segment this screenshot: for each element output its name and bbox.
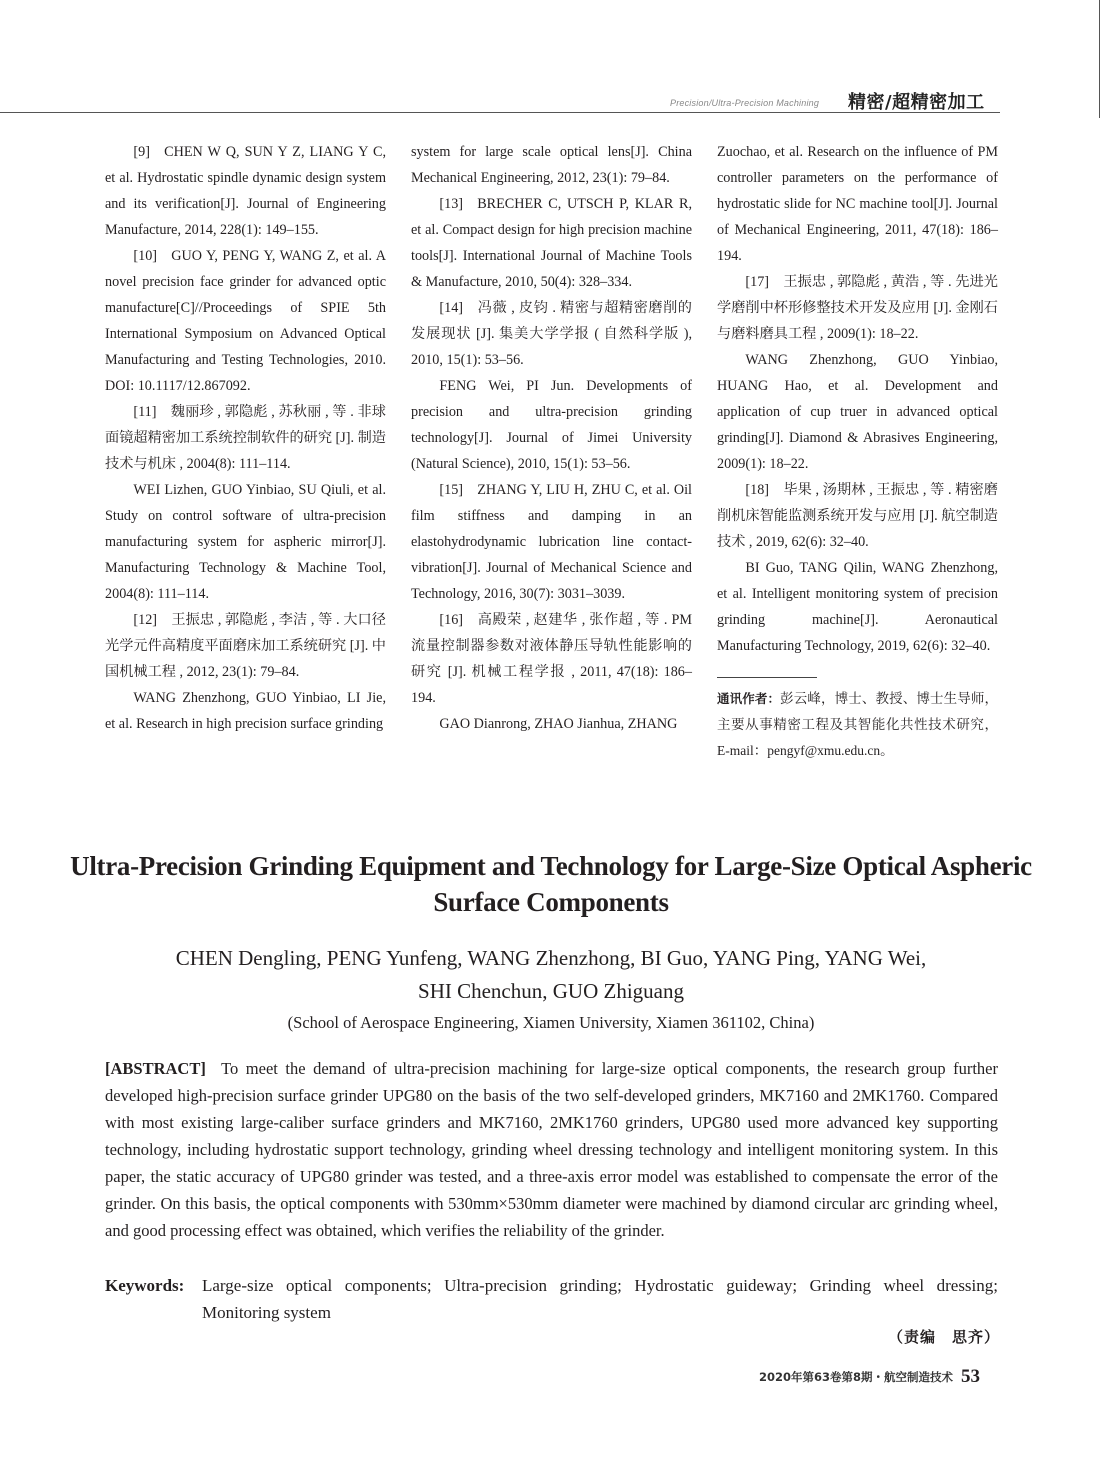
article-authors [60, 942, 1042, 1008]
corresponding-author-text: 彭云峰，博士、教授、博士生导师，主要从事精密工程及其智能化共性技术研究，E-mail：pengyf@xmu.edu.cn。 [717, 691, 998, 758]
reference-entry: [14] 冯薇 , 皮钧 . 精密与超精密磨削的发展现状 [J]. 集美大学学报 ( 自然科学版 ), 2010, 15(1): 53–56. [411, 300, 692, 368]
keywords-text: Large-size optical components; Ultra-precision grinding; Hydrostatic guideway; Grinding wheel dressing; Monitoring system [202, 1276, 998, 1322]
reference-entry: Zuochao, et al. Research on the influence of PM controller parameters on the performance of hydrostatic slide for NC machine tool[J]. Journal of Mechanical Engineering, 2011, 47(18): 186–194. [717, 144, 998, 264]
author-info-divider [717, 677, 817, 678]
reference-entry: [9] CHEN W Q, SUN Y Z, LIANG Y C, et al. Hydrostatic spindle dynamic design system and its verification[J]. Journal of Engineering Manufacture, 2014, 228(1): 149–155. [105, 144, 386, 238]
reference-entry: WANG Zhenzhong, GUO Yinbiao, LI Jie, et al. Research in high precision surface grinding [105, 690, 386, 732]
reference-entry: [17] 王振忠 , 郭隐彪 , 黄浩 , 等 . 先进光学磨削中杯形修整技术开发及应用 [J]. 金刚石与磨料磨具工程 , 2009(1): 18–22. [717, 274, 998, 342]
article-title: Ultra-Precision Grinding Equipment and Technology for Large-Size Optical Aspheric Surface Components [70, 851, 1032, 917]
references-column-3 [717, 139, 998, 764]
corresponding-author-label: 通讯作者： [717, 691, 781, 706]
authors-line-2: SHI Chenchun, GUO Zhiguang [418, 979, 684, 1003]
reference-entry: BI Guo, TANG Qilin, WANG Zhenzhong, et al. Intelligent monitoring system of precision grinding machine[J]. Aeronautical Manufacturing Technology, 2019, 62(6): 32–40. [717, 560, 998, 654]
reference-entry: WANG Zhenzhong, GUO Yinbiao, HUANG Hao, et al. Development and application of cup truer in advanced optical grinding[J]. Diamond & Abrasives Engineering, 2009(1): 18–22. [717, 352, 998, 472]
running-header-english: Precision/Ultra-Precision Machining [670, 98, 820, 108]
reference-entry: GAO Dianrong, ZHAO Jianhua, ZHANG [439, 716, 678, 732]
reference-entry: [18] 毕果 , 汤期林 , 王振忠 , 等 . 精密磨削机床智能监测系统开发与应用 [J]. 航空制造技术 , 2019, 62(6): 32–40. [717, 482, 998, 550]
reference-entry: [13] BRECHER C, UTSCH P, KLAR R, et al. Compact design for high precision machine tools[J]. International Journal of Machine Tools & Manufacture, 2010, 50(4): 328–334. [411, 196, 692, 290]
abstract [105, 1055, 998, 1244]
page-footer [708, 1366, 980, 1388]
references-column-2 [411, 139, 692, 737]
reference-entry: [15] ZHANG Y, LIU H, ZHU C, et al. Oil film stiffness and damping in an elastohydrodynamic lubrication line contact-vibration[J]. Journal of Mechanical Science and Technology, 2016, 30(7): 3031–3039. [411, 482, 692, 602]
header-corner-rule [1099, 0, 1100, 118]
reference-entry: [12] 王振忠 , 郭隐彪 , 李洁 , 等 . 大口径光学元件高精度平面磨床加工系统研究 [J]. 中国机械工程 , 2012, 23(1): 79–84. [105, 612, 386, 680]
reference-entry: system for large scale optical lens[J]. China Mechanical Engineering, 2012, 23(1): 79–84. [411, 144, 692, 186]
reference-entry: [10] GUO Y, PENG Y, WANG Z, et al. A novel precision face grinder for advanced optic manufacture[C]//Proceedings of SPIE 5th International Symposium on Advanced Optical Manufacturing and Testing Technologies, 2010. DOI: 10.1117/12.867092. [105, 248, 386, 394]
reference-entry: [16] 高殿荣 , 赵建华 , 张作超 , 等 . PM 流量控制器参数对液体静压导轨性能影响的研究 [J]. 机械工程学报 , 2011, 47(18): 186–194. [411, 612, 692, 706]
corresponding-author-info [717, 686, 998, 764]
keywords-label: Keywords: [105, 1276, 185, 1295]
abstract-text: To meet the demand of ultra-precision machining for large-size optical components, the research group further developed high-precision surface grinder UPG80 on the basis of the two self-developed grinders, MK7160 and 2MK1760. Compared with most existing large-caliber surface grinders and MK7160, 2MK1760 grinders, UPG80 used more advanced key supporting technology, including hydrostatic support technology, grinding wheel dressing technology and intelligent monitoring system. In this paper, the static accuracy of UPG80 grinder was tested, and a three-axis error model was established to compensate the error of the grinder. On this basis, the optical components with 530mm×530mm diameter were machined by diamond circular arc grinding wheel, and good processing effect was obtained, which verifies the reliability of the grinder. [105, 1059, 999, 1240]
authors-line-1: CHEN Dengling, PENG Yunfeng, WANG Zhenzhong, BI Guo, YANG Ping, YANG Wei, [175, 946, 927, 970]
references-column-1 [105, 139, 386, 737]
abstract-label: [ABSTRACT] [105, 1059, 206, 1078]
reference-entry: [11] 魏丽珍 , 郭隐彪 , 苏秋丽 , 等 . 非球面镜超精密加工系统控制软件的研究 [J]. 制造技术与机床 , 2004(8): 111–114. [105, 404, 386, 472]
reference-entry: WEI Lizhen, GUO Yinbiao, SU Qiuli, et al. Study on control software of ultra-precision manufacturing system for aspheric mirror[J]. Manufacturing Technology & Machine Tool, 2004(8): 111–114. [105, 482, 386, 602]
editor-note: （责编 思齐） [887, 1328, 1000, 1346]
keywords [105, 1272, 998, 1326]
running-header-chinese: 精密/超精密加工 [848, 92, 985, 113]
page-number: 53 [961, 1366, 980, 1387]
footer-journal: 2020年第63卷第8期・航空制造技术 [758, 1370, 953, 1384]
reference-entry: FENG Wei, PI Jun. Developments of precision and ultra-precision grinding technology[J]. Journal of Jimei University (Natural Science), 2010, 15(1): 53–56. [411, 378, 692, 472]
article-affiliation: (School of Aerospace Engineering, Xiamen University, Xiamen 361102, China) [287, 1013, 815, 1032]
